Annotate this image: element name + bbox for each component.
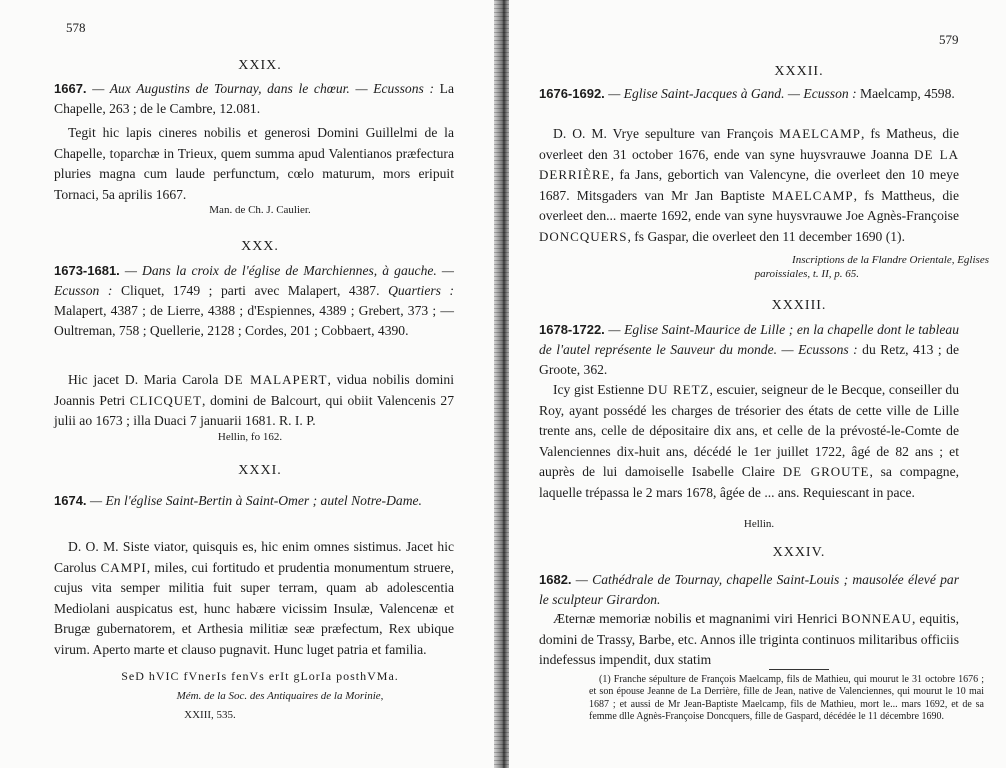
inscription-text bbox=[54, 537, 454, 661]
name-caps: DONCQUERS bbox=[539, 228, 628, 244]
chronogram: SeD hVIC fVnerIs fenVs erIt gLorIa posthVMa. bbox=[121, 669, 399, 683]
text-run: , equitis, domini de Trassy, Barbe, etc. Annos ille triginta continuos militaribus officiis indefessus impendit, dux statim bbox=[539, 611, 959, 668]
text-run: Hic jacet D. Maria Carola bbox=[68, 372, 219, 387]
entry-header bbox=[539, 84, 959, 104]
entry-location: — Aux Augustins de Tournay, dans le chœur. — Ecussons : bbox=[92, 81, 434, 96]
section-heading: XXX. bbox=[241, 239, 279, 254]
footnote-rule bbox=[769, 669, 829, 670]
left-page bbox=[0, 0, 497, 768]
entry-year: 1676-1692. bbox=[539, 86, 605, 101]
entry-location: — Dans la croix de l'église de Marchiennes, à gauche. — Ecusson : bbox=[54, 263, 454, 298]
entry-arms: Maelcamp, 4598. bbox=[860, 86, 955, 101]
entry-arms: du Retz, 413 ; de Groote, 362. bbox=[539, 342, 959, 377]
name-caps: MAELCAMP bbox=[771, 187, 854, 203]
text-run: , domini de Balcourt, qui obiit Valencenis 27 julii ao 1673 ; illa Duaci 7 januarii 1681. R. I. P. bbox=[54, 392, 454, 429]
entry-year: 1673-1681. bbox=[54, 263, 120, 278]
source-citation: Hellin, fo 162. bbox=[217, 431, 283, 443]
entry-header bbox=[539, 570, 959, 610]
name-caps: DE LA DERRIÈRE bbox=[539, 146, 959, 183]
entry-location: — Eglise Saint-Maurice de Lille ; en la chapelle dont le tableau de l'autel représente le Sauveur du monde. — Ecussons : bbox=[539, 322, 960, 357]
name-caps: CLICQUET bbox=[129, 392, 203, 408]
text-run: , fs Gaspar, die overleet den 11 december 1690 (1). bbox=[627, 228, 905, 244]
page-number: 578 bbox=[66, 20, 86, 35]
inscription-text bbox=[539, 380, 959, 504]
text-run: , miles, cui fortitudo et prudentia monumentum struere, cujus vita semper militia fuit super terram, quam ab adolescentia Mediolani auspicatus est, hunc habære vicissim Insulæ, Valencenæ et Brugæ gubernatorem, et Arthesia militiæ seæ præfectum, Rex ubique virum. Aperto marte et clauso pugnavit. Hunc luget patria et familia. bbox=[54, 559, 454, 657]
source-citation: Hellin. bbox=[743, 518, 775, 530]
entry-location: — En l'église Saint-Bertin à Saint-Omer ; autel Notre-Dame. bbox=[89, 493, 422, 508]
entry-header bbox=[539, 320, 959, 380]
section-heading: XXXIII. bbox=[771, 298, 827, 313]
text-run: , vidua nobilis domini Joannis Petri bbox=[54, 372, 454, 408]
text-run: , fs Mattheus, die overleet den... maerte 1692, ende van syne huysvrauwe Joe Agnès-Françoise bbox=[539, 187, 959, 224]
name-caps: BONNEAU bbox=[841, 611, 913, 626]
text-run: Icy gist Estienne bbox=[553, 382, 645, 397]
source-citation: Mém. de la Soc. des Antiquaires de la Morinie, bbox=[176, 690, 384, 702]
text-run: , fs Matheus, die overleet den 31 october 1676, ende van syne huysvrauwe Joanna bbox=[539, 126, 959, 162]
entry-location: — Cathédrale de Tournay, chapelle Saint-Louis ; mausolée élevé par le sculpteur Girardon. bbox=[539, 572, 959, 607]
inscription-text: Tegit hic lapis cineres nobilis et generosi Domini Guillelmi de la Chapelle, toparchæ in Trieux, quem summa apud Valentianos præfectura pluries magna cum laude perfunctum, cœlo maturum, mors eripuit Tornaci, 5a aprilis 1667. bbox=[54, 125, 454, 202]
inscription-text bbox=[54, 370, 454, 432]
text-run: , fa Jans, gebortich van Valencyne, die overleet den 10 meye 1687. Mitsgaders van Mr Jan Baptiste bbox=[539, 167, 959, 203]
entry-quarters: Malapert, 4387 ; de Lierre, 4388 ; d'Espiennes, 4389 ; Grebert, 373 ; — Oultreman, 758 ; Quellerie, 2128 ; Cordes, 201 ; Cobbaert, 4390. bbox=[54, 303, 454, 338]
section-heading: XXIX. bbox=[238, 58, 282, 73]
name-caps: DE MALAPERT bbox=[224, 372, 328, 387]
text-run: Æternæ memoriæ nobilis et magnanimi viri Henrici bbox=[553, 611, 838, 626]
section-heading: XXXII. bbox=[774, 64, 824, 79]
inscription-text bbox=[539, 609, 959, 671]
right-page bbox=[509, 0, 1006, 768]
source-reference: XXIII, 535. bbox=[184, 709, 236, 721]
page-number: 579 bbox=[939, 32, 959, 47]
name-caps: CAMPI bbox=[100, 559, 147, 575]
section-heading: XXXI. bbox=[238, 463, 282, 478]
footnote: (1) Franche sépulture de François Maelcamp, fils de Mathieu, qui mourut le 31 octobre 1676 ; et son épouse Jeanne de La Derrière, fille de Jean, native de Valenciennes, qui mourut le 10 mai 1687 ; et aussi de Mr Jean-Baptiste Maelcamp, fils de Mathieu, mort le... mars 1692, et de sa femme dlle Agnès-Françoise Doncquers, fille de Gaspard, décédée le 11 décembre 1690. bbox=[589, 674, 984, 723]
section-heading: XXXIV. bbox=[772, 545, 826, 560]
text-run: , escuier, seigneur de le Becque, conseiller du Roy, ayant possédé les charges de trésorier des états de cette ville de Lille trente ans, celle de dépositaire dix ans, et celle de la prévosté-le-Comte de Valenciennes dix-huit ans, décédé le 1er juillet 1722, âgé de 82 ans ; et auprès de lui damoiselle Isabelle Claire bbox=[539, 382, 959, 480]
entry-year: 1682. bbox=[539, 572, 572, 587]
entry-arms: La Chapelle, 263 ; de le Cambre, 12.081. bbox=[54, 81, 454, 116]
source-citation: Inscriptions de la Flandre Orientale, Eglises bbox=[792, 254, 989, 266]
name-caps: DU RETZ bbox=[647, 382, 710, 397]
source-citation: Man. de Ch. J. Caulier. bbox=[209, 204, 311, 216]
name-caps: MAELCAMP bbox=[779, 126, 861, 141]
source-citation: paroissiales, t. II, p. 65. bbox=[754, 268, 859, 280]
text-run: D. O. M. Siste viator, quisquis es, hic enim omnes sistimus. Jacet hic Carolus bbox=[54, 539, 454, 575]
inscription-text bbox=[539, 124, 959, 248]
entry-header bbox=[54, 79, 454, 119]
text-run: , sa compagne, laquelle trépassa le 2 mars 1678, âgée de ... ans. Requiescant in pace. bbox=[539, 464, 960, 500]
entry-year: 1674. bbox=[54, 493, 87, 508]
entry-year: 1667. bbox=[54, 81, 87, 96]
entry-header bbox=[54, 261, 454, 341]
entry-location: — Eglise Saint-Jacques à Gand. — Ecusson : bbox=[608, 86, 857, 101]
entry-arms: Cliquet, 1749 ; parti avec Malapert, 4387. bbox=[120, 283, 380, 298]
quarters-label: Quartiers : bbox=[388, 283, 455, 298]
name-caps: DE GROUTE bbox=[782, 464, 870, 480]
entry-year: 1678-1722. bbox=[539, 322, 605, 337]
text-run: D. O. M. Vrye sepulture van François bbox=[553, 126, 774, 141]
entry-header bbox=[54, 491, 454, 511]
